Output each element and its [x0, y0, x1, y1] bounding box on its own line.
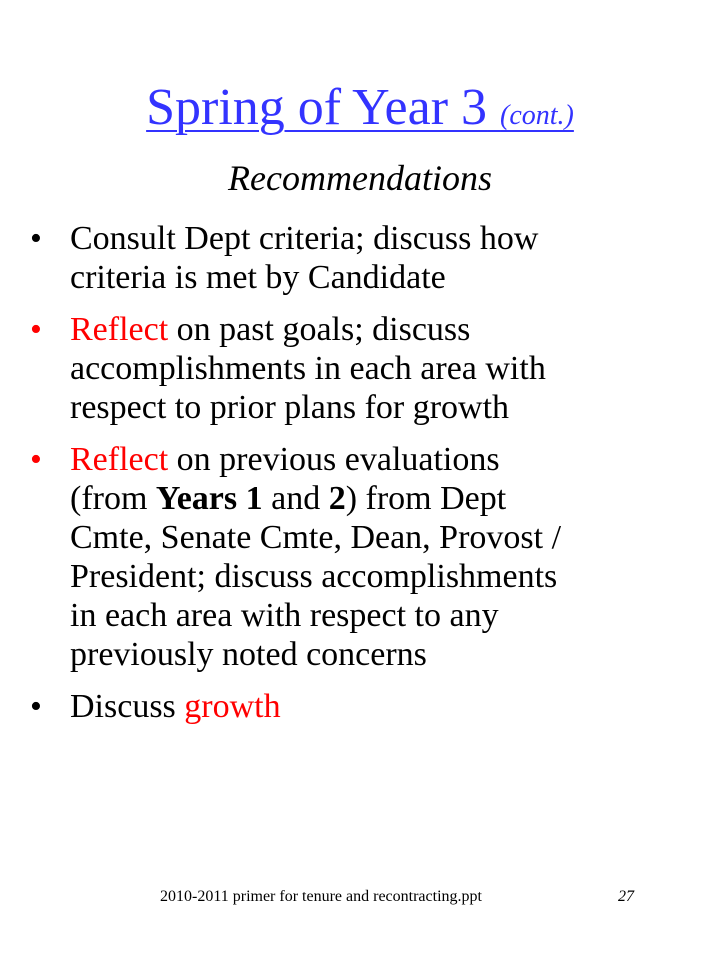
bullet-dot: • — [30, 688, 42, 725]
bullet-item-discuss-growth — [30, 687, 710, 726]
bullet-text: in each area with respect to any — [70, 597, 499, 634]
slide-title-suffix: (cont.) — [500, 100, 574, 131]
bullet-text: criteria is met by Candidate — [70, 259, 446, 296]
bullet-dot: • — [30, 441, 42, 478]
slide-title — [0, 78, 720, 146]
bullet-text: Discuss — [70, 688, 185, 725]
bullet-keyword: Reflect — [70, 311, 169, 348]
bullet-keyword: Reflect — [70, 441, 169, 478]
bullet-text: respect to prior plans for growth — [70, 389, 510, 426]
bullet-text: and — [262, 480, 329, 517]
bullet-text: Consult Dept criteria; discuss how — [70, 220, 539, 257]
bullet-text: (from — [70, 480, 156, 517]
bullet-item-consult — [30, 219, 710, 297]
bullet-list — [30, 219, 710, 739]
bullet-text: on previous evaluations — [168, 441, 500, 478]
bullet-emphasis: 2 — [328, 480, 346, 517]
bullet-text: previously noted concerns — [70, 636, 427, 673]
bullet-emphasis: Years 1 — [155, 480, 263, 517]
footer-page-number: 27 — [618, 888, 634, 905]
footer-filename: 2010-2011 primer for tenure and recontracting.ppt — [160, 888, 482, 905]
slide-subtitle: Recommendations — [228, 158, 492, 198]
bullet-text: accomplishments in each area with — [70, 350, 546, 387]
bullet-text: on past goals; discuss — [168, 311, 471, 348]
bullet-dot: • — [30, 311, 42, 348]
bullet-dot: • — [30, 220, 42, 257]
bullet-text: President; discuss accomplishments — [70, 558, 558, 595]
bullet-text: Cmte, Senate Cmte, Dean, Provost / — [70, 519, 562, 556]
bullet-keyword: growth — [184, 688, 281, 725]
bullet-item-reflect-goals — [30, 310, 710, 427]
slide-title-text: Spring of Year 3 — [146, 79, 488, 136]
bullet-text: ) from Dept — [345, 480, 507, 517]
bullet-item-reflect-evaluations — [30, 440, 710, 674]
